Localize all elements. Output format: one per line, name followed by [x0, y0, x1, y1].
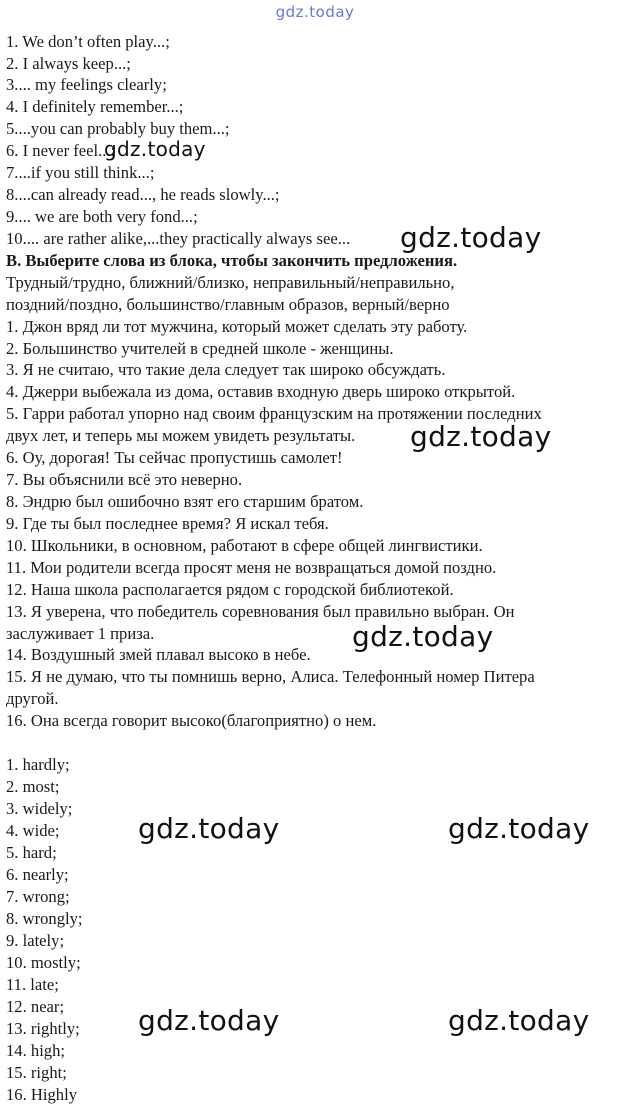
- sentence-line: 10. Школьники, в основном, работают в сфере общей лингвистики.: [6, 536, 483, 555]
- sentence-line: 9. Где ты был последнее время? Я искал тебя.: [6, 514, 329, 533]
- watermark: gdz.today: [410, 420, 552, 453]
- sentence-line: 4. Джерри выбежала из дома, оставив входную дверь широко открытой.: [6, 382, 516, 401]
- answer-item: 4. wide;: [6, 821, 60, 840]
- word-bank-line-1: Трудный/трудно, ближний/близко, неправильный/неправильно,: [6, 273, 455, 292]
- sentence-line: другой.: [6, 689, 59, 708]
- answer-item: 12. near;: [6, 997, 65, 1016]
- word-bank-line-2: поздний/поздно, большинство/главным образов, верный/верно: [6, 295, 450, 314]
- answer-item: 16. Highly: [6, 1085, 77, 1104]
- answer-item: 7. wrong;: [6, 887, 70, 906]
- sentence-line: 8. Эндрю был ошибочно взят его старшим братом.: [6, 492, 364, 511]
- watermark: gdz.today: [138, 812, 280, 845]
- answer-item: 5. hard;: [6, 843, 57, 862]
- sentence-line: 13. Я уверена, что победитель соревнования был правильно выбран. Он: [6, 602, 515, 621]
- sentence-line: двух лет, и теперь мы можем увидеть результаты.: [6, 426, 356, 445]
- answer-item: 9. lately;: [6, 931, 65, 950]
- sentence-line: 5. Гарри работал упорно над своим французским на протяжении последних: [6, 404, 542, 423]
- part-a-item-5: 5....you can probably buy them...;: [6, 119, 230, 138]
- sentence-line: 6. Оу, дорогая! Ты сейчас пропустишь самолет!: [6, 448, 343, 467]
- sentence-line: 16. Она всегда говорит высоко(благоприятно) о нем.: [6, 711, 377, 730]
- part-a-item-6: 6. I never feel...;: [6, 141, 116, 160]
- answer-item: 11. late;: [6, 975, 59, 994]
- watermark: gdz.today: [448, 812, 590, 845]
- sentence-line: 11. Мои родители всегда просят меня не возвращаться домой поздно.: [6, 558, 497, 577]
- part-a-item-8: 8....can already read..., he reads slowly...;: [6, 185, 280, 204]
- answer-item: 2. most;: [6, 777, 60, 796]
- sentence-line: 3. Я не считаю, что такие дела следует так широко обсуждать.: [6, 360, 446, 379]
- part-b-heading: B. Выберите слова из блока, чтобы закончить предложения.: [6, 251, 458, 270]
- part-a-item-2: 2. I always keep...;: [6, 54, 131, 73]
- part-a-item-4: 4. I definitely remember...;: [6, 97, 184, 116]
- watermark: gdz.today: [448, 1004, 590, 1037]
- answer-item: 1. hardly;: [6, 755, 70, 774]
- answer-item: 10. mostly;: [6, 953, 81, 972]
- part-a-item-9: 9.... we are both very fond...;: [6, 207, 198, 226]
- part-a-item-7: 7....if you still think...;: [6, 163, 155, 182]
- answer-item: 13. rightly;: [6, 1019, 80, 1038]
- watermark: gdz.today: [138, 1004, 280, 1037]
- answer-item: 3. widely;: [6, 799, 73, 818]
- watermark: gdz.today: [352, 620, 494, 653]
- sentence-line: 1. Джон вряд ли тот мужчина, который может сделать эту работу.: [6, 317, 468, 336]
- answer-item: 8. wrongly;: [6, 909, 83, 928]
- sentence-line: 12. Наша школа располагается рядом с городской библиотекой.: [6, 580, 454, 599]
- site-logo[interactable]: gdz.today: [275, 3, 355, 21]
- part-a-item-10: 10.... are rather alike,...they practically always see...: [6, 229, 351, 248]
- sentence-line: 14. Воздушный змей плавал высоко в небе.: [6, 645, 311, 664]
- answer-item: 15. right;: [6, 1063, 67, 1082]
- part-a-item-1: 1. We don’t often play...;: [6, 32, 170, 51]
- watermark: gdz.today: [400, 221, 542, 254]
- part-a-item-3: 3.... my feelings clearly;: [6, 75, 167, 94]
- answer-item: 6. nearly;: [6, 865, 69, 884]
- sentence-line: 2. Большинство учителей в средней школе - женщины.: [6, 339, 394, 358]
- answer-item: 14. high;: [6, 1041, 66, 1060]
- sentence-line: 7. Вы объяснили всё это неверно.: [6, 470, 243, 489]
- sentence-line: заслуживает 1 приза.: [6, 624, 155, 643]
- watermark: gdz.today: [104, 137, 206, 161]
- sentence-line: 15. Я не думаю, что ты помнишь верно, Алиса. Телефонный номер Питера: [6, 667, 535, 686]
